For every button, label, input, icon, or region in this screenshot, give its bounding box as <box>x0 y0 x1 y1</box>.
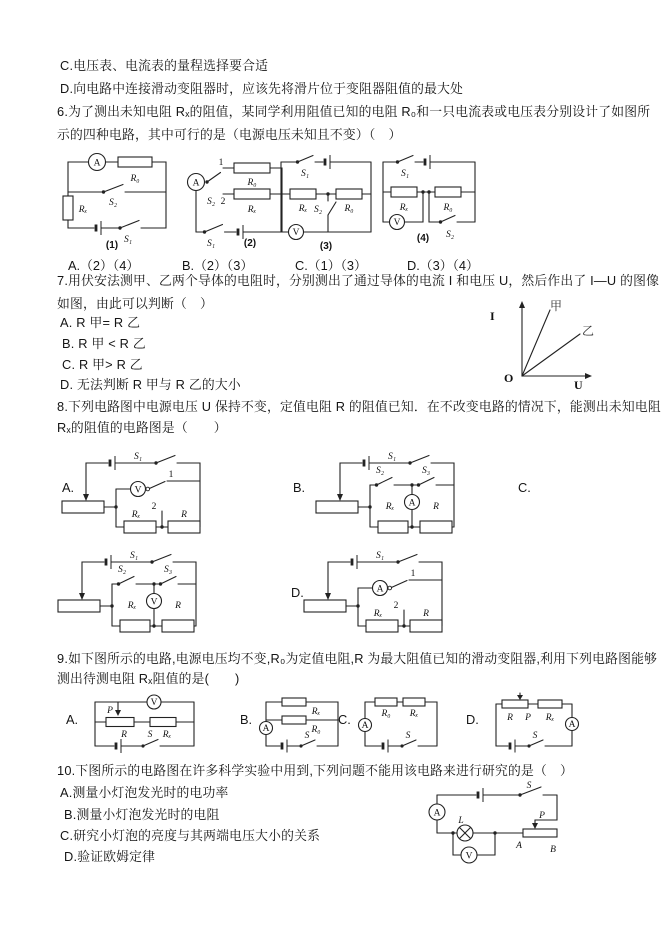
q7-option-b: B. R 甲 < R 乙 <box>62 336 146 351</box>
resistor-rx <box>538 700 562 708</box>
lamp-label: L <box>458 816 464 826</box>
q9-text-line2: 测出待测电阻 Rₓ阻值的是( ) <box>57 671 240 686</box>
contact-1-label: 1 <box>168 470 174 480</box>
resistor-rx <box>378 521 408 533</box>
q7-option-c: C. R 甲> R 乙 <box>62 357 143 372</box>
circuit-wiring <box>429 787 557 863</box>
voltmeter-letter: V <box>292 228 300 238</box>
r0-label: R₀ <box>443 203 453 213</box>
rheostat <box>304 600 346 612</box>
s1-label: S₁ <box>129 551 139 561</box>
resistor-rx <box>150 718 176 727</box>
p-label: P <box>107 706 113 716</box>
rheostat <box>58 600 100 612</box>
rheostat <box>316 501 358 513</box>
contact-1-label: 1 <box>218 158 224 168</box>
circuit-wiring <box>58 555 196 633</box>
rx-label: Rₓ <box>385 502 395 512</box>
rx-label: Rₓ <box>373 609 383 619</box>
circuit-2-caption: (2) <box>243 238 257 249</box>
s1-label: S₁ <box>387 452 397 462</box>
rheostat <box>106 718 134 727</box>
contact-2-label: 2 <box>393 601 399 611</box>
s1-label: S₁ <box>123 235 133 245</box>
s-label: S <box>405 731 411 741</box>
resistor-r0 <box>282 716 306 724</box>
resistor-r0 <box>375 698 397 706</box>
rx-label: Rₓ <box>399 203 409 213</box>
rx-label: Rₓ <box>78 205 88 215</box>
r-label: R <box>507 713 513 723</box>
p-label: P <box>525 713 531 723</box>
resistor-rx <box>63 196 73 220</box>
resistor-r0 <box>336 189 362 199</box>
rx-label: Rₓ <box>298 204 308 214</box>
jia-curve-label: 甲 <box>550 299 563 313</box>
resistor-r0 <box>435 187 461 197</box>
circuit-4-caption: (4) <box>416 233 430 244</box>
q6-circuit-3-diagram <box>276 148 376 252</box>
rx-label: Rₓ <box>247 205 257 215</box>
circuit-wiring <box>359 698 438 753</box>
q10-option-d: D.验证欧姆定律 <box>64 849 156 864</box>
ammeter-letter: A <box>408 498 416 509</box>
q8-label-a: A. <box>62 480 75 495</box>
voltmeter-letter: V <box>134 485 142 496</box>
resistor-rx <box>282 698 306 706</box>
circuit-1-caption: (1) <box>105 240 119 251</box>
q8-circuit-d-diagram <box>296 550 451 645</box>
ammeter-letter: A <box>433 808 441 819</box>
prev-option-d: D.向电路中连接滑动变阻器时，应该先将滑片位于变阻器阻值的最大处 <box>60 81 464 96</box>
q9-label-d: D. <box>466 712 479 727</box>
rheostat <box>62 501 104 513</box>
q8-text-line2: Rₓ的阻值的电路图是（ ） <box>57 420 227 435</box>
rx-label: Rₓ <box>162 730 172 740</box>
contact-1-label: 1 <box>410 569 416 579</box>
s-label: S <box>526 781 532 791</box>
ammeter-letter: A <box>93 158 101 169</box>
voltmeter-letter: V <box>150 597 158 608</box>
s2-label: S₂ <box>445 230 455 240</box>
q7-text-line1: 7.用伏安法测甲、乙两个导体的电阻时，分别测出了通过导体的电流 I 和电压 U，然后作出了 I—U 的图像 <box>57 273 660 288</box>
resistor-rx <box>391 187 417 197</box>
q6-answer-a: A.（2）（4） <box>68 258 140 273</box>
s1-label: S₁ <box>300 169 310 179</box>
q9-circuit-c-diagram <box>355 692 447 756</box>
q7-option-d: D. 无法判断 R 甲与 R 乙的大小 <box>60 377 241 392</box>
ammeter-letter: A <box>192 178 200 189</box>
q6-circuit-1-diagram <box>62 148 174 252</box>
circuit-wiring <box>95 695 194 753</box>
q9-label-a: A. <box>66 712 79 727</box>
s2-label: S₂ <box>313 205 323 215</box>
s-label: S <box>304 731 310 741</box>
q9-circuit-b-diagram <box>256 692 348 756</box>
q6-text-line1: 6.为了测出未知电阻 Rₓ的阻值，某同学利用阻值已知的电阻 R₀和一只电流表或电压表分别设计了如图所 <box>57 104 651 119</box>
r-label: R <box>433 502 439 512</box>
q8-label-c: C. <box>518 480 531 495</box>
circuit-wiring <box>63 154 166 236</box>
r0-label: R₀ <box>311 725 321 735</box>
voltmeter-letter: V <box>150 698 158 708</box>
rheostat <box>502 700 528 708</box>
resistor-rx <box>403 698 425 706</box>
circuit-wiring <box>188 163 283 239</box>
resistor-r <box>410 620 442 632</box>
rx-label: Rₓ <box>311 707 321 717</box>
s2-label: S₂ <box>206 197 216 207</box>
resistor-rx <box>120 620 150 632</box>
s3-label: S₃ <box>163 565 173 575</box>
yi-curve-label: 乙 <box>582 324 595 338</box>
q10-option-c: C.研究小灯泡的亮度与其两端电压大小的关系 <box>60 828 321 843</box>
rheostat-end-b-label: B <box>550 845 556 855</box>
s2-label: S₂ <box>375 466 385 476</box>
ammeter-letter: A <box>376 584 384 595</box>
q10-circuit-diagram <box>425 782 565 907</box>
q10-text-line1: 10.下图所示的电路图在许多科学实验中用到,下列问题不能用该电路来进行研究的是（ ） <box>57 763 574 778</box>
q7-option-a: A. R 甲= R 乙 <box>60 315 141 330</box>
s-label: S <box>532 731 538 741</box>
q6-answer-c: C.（1）（3） <box>295 258 367 273</box>
resistor-rx <box>290 189 316 199</box>
q6-answer-b: B.（2）（3） <box>182 258 254 273</box>
r0-label: R₀ <box>247 178 257 188</box>
ammeter-letter: A <box>568 720 576 730</box>
s1-label: S₁ <box>400 169 410 179</box>
circuit-wiring <box>304 555 442 633</box>
q6-text-line2: 示的四种电路，其中可行的是（电源电压未知且不变）（ ） <box>57 127 402 142</box>
r0-label: R₀ <box>130 174 140 184</box>
y-axis-label: I <box>490 309 495 323</box>
r0-label: R₀ <box>381 709 391 719</box>
s1-label: S₁ <box>133 452 143 462</box>
rx-label: Rₓ <box>131 510 141 520</box>
s3-label: S₃ <box>421 466 431 476</box>
x-axis-label: U <box>574 378 583 392</box>
q9-label-c: C. <box>338 712 351 727</box>
circuit-wiring <box>281 155 371 240</box>
q8-text-line1: 8.下列电路图中电源电压 U 保持不变，定值电阻 R 的阻值已知．在不改变电路的情况下，能测出未知电阻 <box>57 399 661 414</box>
r-label: R <box>423 609 429 619</box>
resistor-r0 <box>118 157 152 167</box>
resistor-rx <box>366 620 398 632</box>
q6-circuit-2-diagram <box>176 148 290 252</box>
s2-label: S₂ <box>117 565 127 575</box>
s-label: S <box>147 730 153 740</box>
resistor-r <box>168 521 200 533</box>
p-label: P <box>539 811 545 821</box>
circuit-wiring <box>260 698 339 753</box>
r-label: R <box>181 510 187 520</box>
circuit-3-caption: (3) <box>319 241 333 252</box>
contact-2-label: 2 <box>220 197 226 207</box>
q8-circuit-c-diagram <box>50 550 205 645</box>
resistor-r <box>162 620 194 632</box>
rx-label: Rₓ <box>409 709 419 719</box>
q8-label-d: D. <box>291 585 304 600</box>
q10-option-a: A.测量小灯泡发光时的电功率 <box>60 785 229 800</box>
ammeter-letter: A <box>262 724 270 734</box>
q7-iu-graph <box>476 296 646 396</box>
rheostat <box>523 829 557 837</box>
q9-text-line1: 9.如下图所示的电路,电源电压均不变,R₀为定值电阻,R 为最大阻值已知的滑动变阻器,利用下列电路图能够 <box>57 651 658 666</box>
circuit-wiring <box>316 456 454 534</box>
s2-label: S₂ <box>108 198 118 208</box>
r-label: R <box>121 730 127 740</box>
origin-label: O <box>504 371 514 385</box>
circuit-wiring <box>62 456 200 534</box>
q8-label-b: B. <box>293 480 306 495</box>
s1-label: S₁ <box>206 239 216 249</box>
q8-circuit-a-diagram <box>54 451 209 546</box>
resistor-r0 <box>234 163 270 173</box>
contact-2-label: 2 <box>151 502 157 512</box>
rheostat-end-a-label: A <box>516 841 522 851</box>
q7-text-line2: 如图，由此可以判断（ ） <box>57 296 213 311</box>
q8-circuit-b-diagram <box>308 451 463 546</box>
ammeter-letter: A <box>361 721 369 731</box>
q9-circuit-d-diagram <box>486 692 581 756</box>
rx-label: Rₓ <box>127 601 137 611</box>
resistor-rx <box>234 189 270 199</box>
s1-label: S₁ <box>375 551 385 561</box>
q9-label-b: B. <box>240 712 253 727</box>
r-label: R <box>175 601 181 611</box>
r0-label: R₀ <box>344 204 354 214</box>
prev-option-c: C.电压表、电流表的量程选择要合适 <box>60 58 269 73</box>
q9-circuit-a-diagram <box>88 692 200 756</box>
rx-label: Rₓ <box>545 713 555 723</box>
voltmeter-letter: V <box>465 851 473 862</box>
resistor-r <box>420 521 452 533</box>
q10-option-b: B.测量小灯泡发光时的电阻 <box>64 807 220 822</box>
q6-circuit-4-diagram <box>378 148 480 252</box>
q6-answer-d: D.（3）（4） <box>407 258 479 273</box>
resistor-rx <box>124 521 156 533</box>
voltmeter-letter: V <box>393 218 401 228</box>
